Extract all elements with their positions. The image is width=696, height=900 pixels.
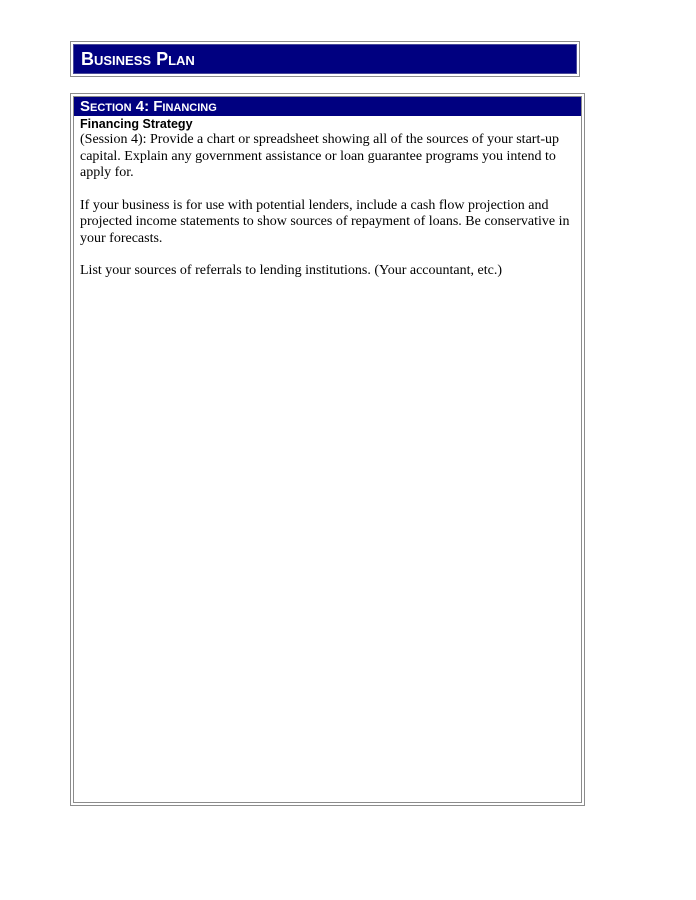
section-content (74, 116, 581, 280)
paragraph-lender-projections: If your business is for use with potential lenders, include a cash flow projection and projected income statements to show sources of repayment of loans. Be conservative in your forecasts. (80, 197, 570, 246)
document-title: Business Plan (73, 44, 577, 74)
section-heading: Section 4: Financing (74, 97, 581, 116)
paragraph-session-instructions: (Session 4): Provide a chart or spreadsheet showing all of the sources of your start-up capital. Explain any government assistance or loan guarantee programs you intend to apply for. (80, 132, 559, 180)
paragraph-referral-sources: List your sources of referrals to lending institutions. (Your accountant, etc.) (80, 263, 502, 278)
section-subheading: Financing Strategy (80, 117, 193, 131)
title-frame (70, 41, 580, 77)
section-frame (70, 93, 585, 806)
section-body (73, 96, 582, 803)
